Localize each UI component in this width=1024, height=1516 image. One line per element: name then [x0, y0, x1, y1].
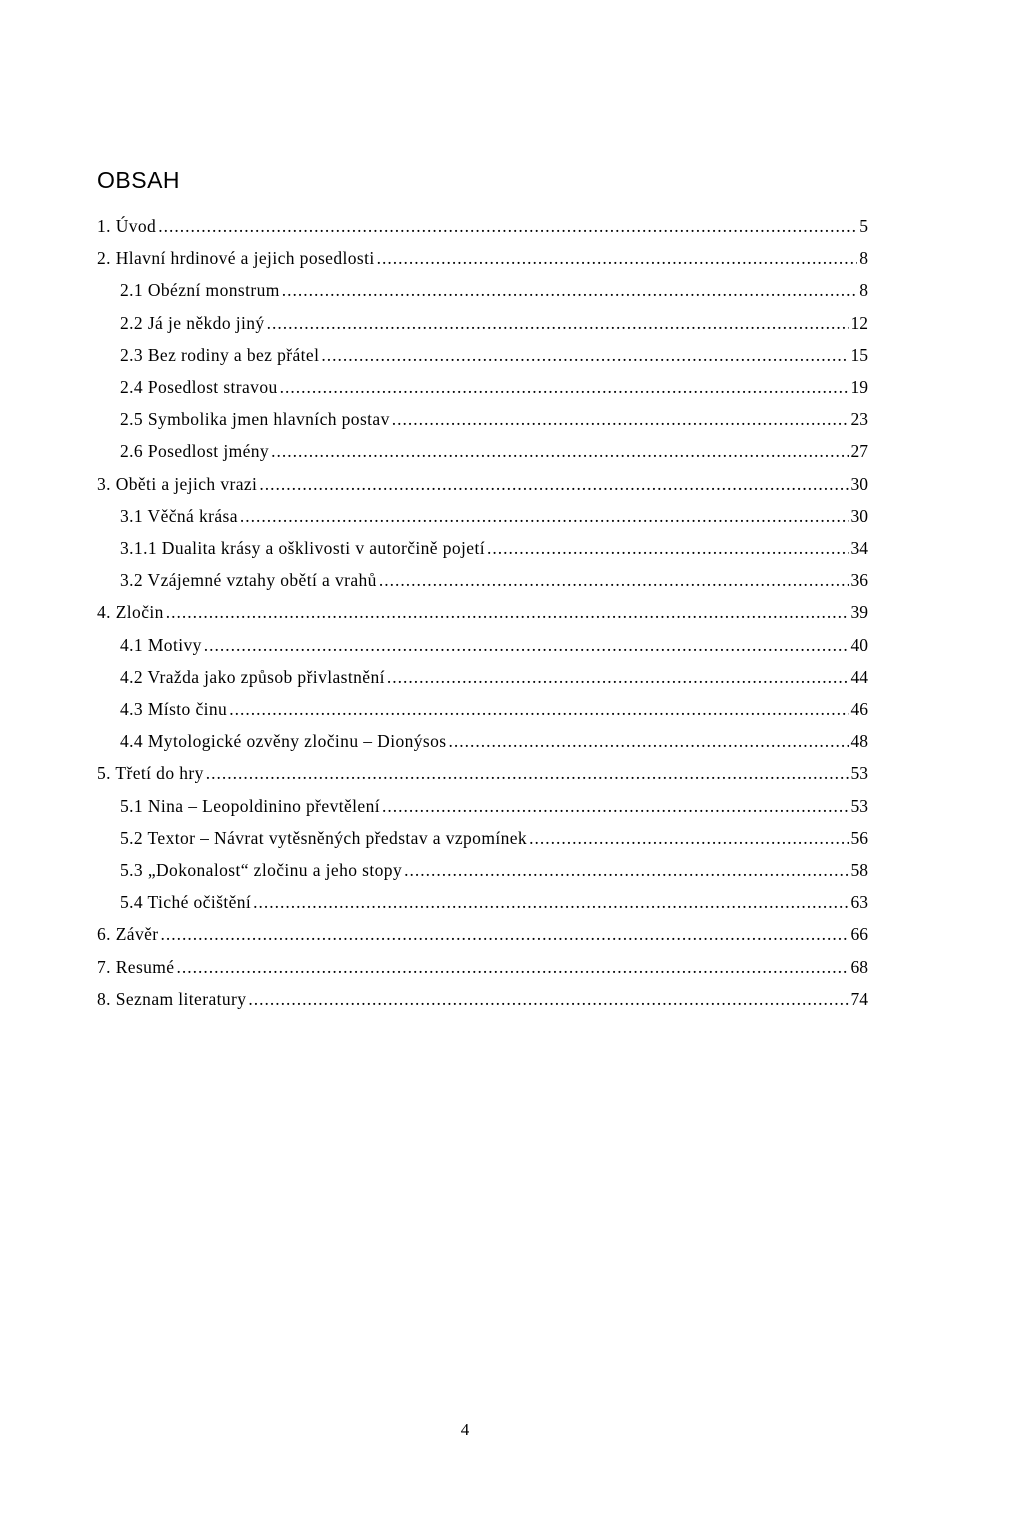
- toc-dot-leader: [267, 310, 849, 336]
- toc-entry-label: 5. Třetí do hry: [97, 763, 204, 783]
- toc-entry-page-number: 66: [850, 924, 868, 944]
- toc-entry: [97, 471, 868, 497]
- toc-dot-leader: [158, 213, 857, 239]
- toc-entry-label: 5.2 Textor – Návrat vytěsněných představ a vzpomínek: [120, 828, 528, 848]
- toc-entry: [120, 825, 868, 851]
- toc-entry-page-number: 27: [850, 441, 868, 461]
- toc-entry-page-number: 30: [850, 506, 868, 526]
- toc-dot-leader: [204, 632, 849, 658]
- toc-entry: [120, 438, 868, 464]
- toc-entry: [97, 760, 868, 786]
- toc-entry: [120, 728, 868, 754]
- toc-entry: [120, 664, 868, 690]
- toc-entry-page-number: 34: [850, 538, 868, 558]
- toc-dot-leader: [404, 857, 848, 883]
- toc-entry-page-number: 40: [850, 635, 868, 655]
- toc-entry: [120, 632, 868, 658]
- toc-dot-leader: [166, 599, 849, 625]
- toc-dot-leader: [382, 793, 848, 819]
- toc-entry: [120, 503, 868, 529]
- toc-dot-leader: [206, 760, 849, 786]
- toc-entry-page-number: 44: [850, 667, 868, 687]
- toc-entry-label: 6. Závěr: [97, 924, 159, 944]
- toc-entry-page-number: 56: [850, 828, 868, 848]
- toc-dot-leader: [271, 438, 848, 464]
- page-number: 4: [460, 1420, 470, 1439]
- toc-entry-page-number: 36: [850, 570, 868, 590]
- toc-entry-label: 8. Seznam literatury: [97, 989, 247, 1009]
- toc-entry-page-number: 68: [850, 957, 868, 977]
- toc-entry-label: 2.3 Bez rodiny a bez přátel: [120, 345, 320, 365]
- toc-dot-leader: [379, 567, 849, 593]
- toc-entry: [120, 567, 868, 593]
- toc-entry-label: 2. Hlavní hrdinové a jejich posedlosti: [97, 248, 375, 268]
- toc-dot-leader: [529, 825, 848, 851]
- toc-entry: [120, 277, 868, 303]
- toc-entry-page-number: 39: [850, 602, 868, 622]
- toc-entry-label: 3. Oběti a jejich vrazi: [97, 474, 258, 494]
- toc-entry-label: 7. Resumé: [97, 957, 175, 977]
- page-title: OBSAH: [97, 167, 181, 193]
- toc-entry: [97, 986, 868, 1012]
- toc-entry: [97, 213, 868, 239]
- toc-entry-label: 4.4 Mytologické ozvěny zločinu – Dionýsos: [120, 731, 447, 751]
- toc-dot-leader: [253, 889, 848, 915]
- toc-entry-label: 2.5 Symbolika jmen hlavních postav: [120, 409, 390, 429]
- toc-entry-label: 4.1 Motivy: [120, 635, 202, 655]
- toc-entry: [120, 406, 868, 432]
- toc-dot-leader: [487, 535, 849, 561]
- toc-entry-label: 2.2 Já je někdo jiný: [120, 313, 265, 333]
- toc-entry: [120, 793, 868, 819]
- toc-entry-label: 3.1 Věčná krása: [120, 506, 238, 526]
- toc-dot-leader: [240, 503, 849, 529]
- toc-dot-leader: [377, 245, 858, 271]
- toc-entry-label: 2.1 Obézní monstrum: [120, 280, 280, 300]
- toc-dot-leader: [248, 986, 848, 1012]
- toc-entry-page-number: 53: [850, 796, 868, 816]
- toc-entry-page-number: 58: [850, 860, 868, 880]
- toc-dot-leader: [449, 728, 849, 754]
- toc-entry: [120, 374, 868, 400]
- toc-entry-label: 4.2 Vražda jako způsob přivlastnění: [120, 667, 385, 687]
- toc-entry: [120, 857, 868, 883]
- toc-entry: [120, 889, 868, 915]
- toc-entry-label: 5.1 Nina – Leopoldinino převtělení: [120, 796, 381, 816]
- toc-entry: [120, 535, 868, 561]
- toc-entry-page-number: 8: [859, 280, 868, 300]
- toc-dot-leader: [282, 277, 858, 303]
- toc-entry-label: 1. Úvod: [97, 216, 157, 236]
- toc-dot-leader: [161, 921, 849, 947]
- toc-dot-leader: [280, 374, 849, 400]
- toc-entry-page-number: 19: [850, 377, 868, 397]
- toc-entry-page-number: 48: [850, 731, 868, 751]
- toc-entry: [97, 599, 868, 625]
- toc-dot-leader: [321, 342, 848, 368]
- toc-entry-label: 2.6 Posedlost jmény: [120, 441, 270, 461]
- toc-entry-label: 2.4 Posedlost stravou: [120, 377, 278, 397]
- toc-entry: [97, 954, 868, 980]
- toc-entry-page-number: 74: [850, 989, 868, 1009]
- toc-entry-page-number: 8: [859, 248, 868, 268]
- toc-entry-label: 3.1.1 Dualita krásy a ošklivosti v autorčině pojetí: [120, 538, 485, 558]
- toc-entry-page-number: 30: [850, 474, 868, 494]
- toc-entry: [120, 696, 868, 722]
- toc-entry: [97, 245, 868, 271]
- toc-entry-page-number: 5: [859, 216, 868, 236]
- toc-dot-leader: [259, 471, 848, 497]
- toc-entry: [120, 342, 868, 368]
- toc-entry-label: 5.4 Tiché očištění: [120, 892, 252, 912]
- toc-entry-page-number: 15: [850, 345, 868, 365]
- toc-dot-leader: [176, 954, 848, 980]
- toc-entry-page-number: 63: [850, 892, 868, 912]
- toc-dot-leader: [387, 664, 849, 690]
- toc-dot-leader: [392, 406, 849, 432]
- toc-entry: [97, 921, 868, 947]
- toc-entry: [120, 310, 868, 336]
- toc-entry-page-number: 12: [850, 313, 868, 333]
- toc-entry-label: 3.2 Vzájemné vztahy obětí a vrahů: [120, 570, 377, 590]
- toc-entry-label: 4. Zločin: [97, 602, 164, 622]
- toc-entry-page-number: 46: [850, 699, 868, 719]
- toc-entry-label: 5.3 „Dokonalost“ zločinu a jeho stopy: [120, 860, 403, 880]
- toc-dot-leader: [229, 696, 848, 722]
- toc-entry-page-number: 53: [850, 763, 868, 783]
- toc-entry-label: 4.3 Místo činu: [120, 699, 228, 719]
- toc-entry-page-number: 23: [850, 409, 868, 429]
